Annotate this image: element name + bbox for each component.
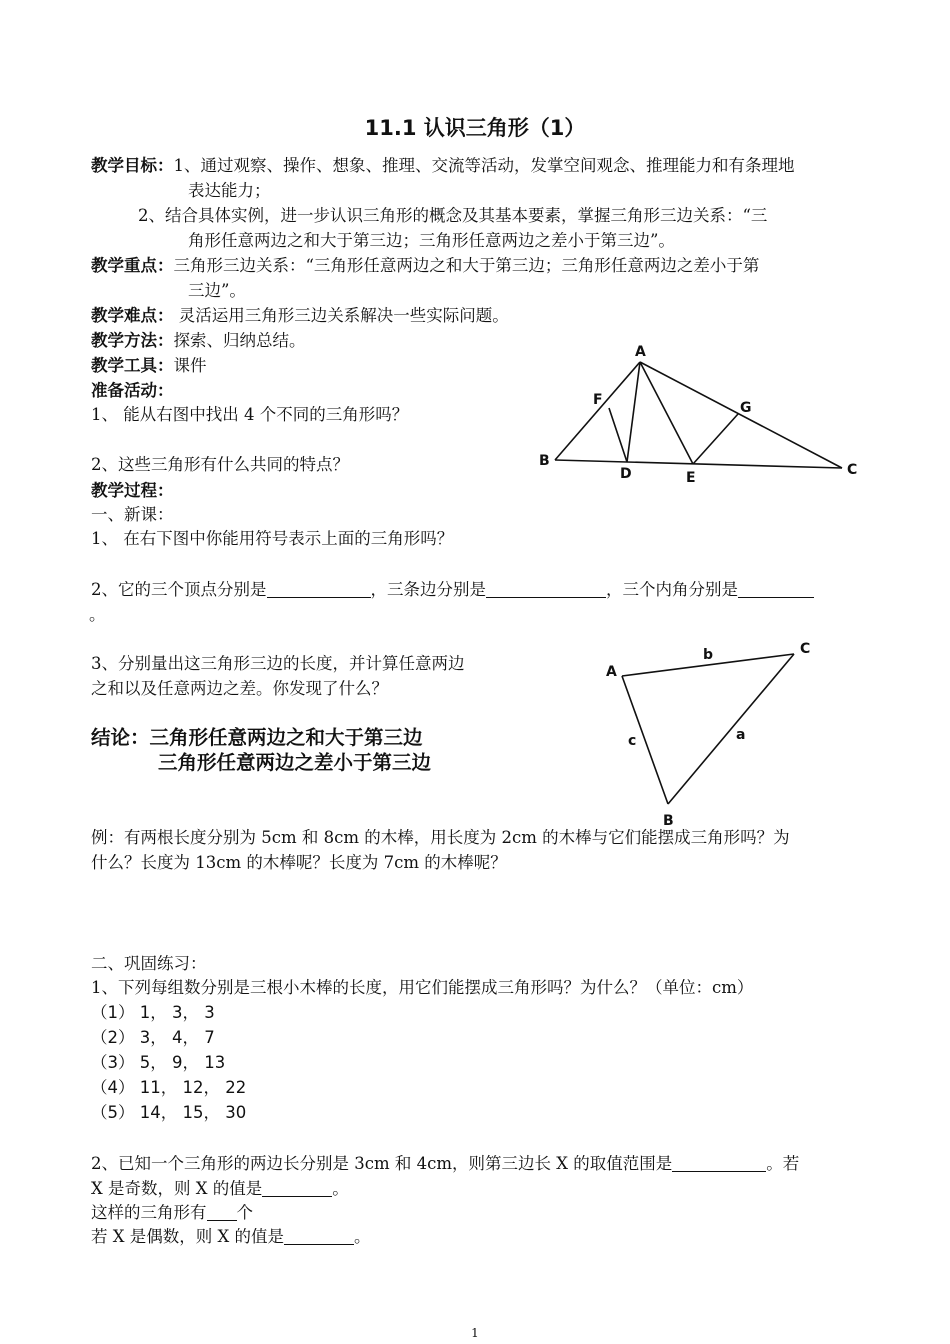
example-line1: 例：有两根长度分别为 5cm 和 8cm 的木棒，用长度为 2cm 的木棒与它们能摆成三角形吗？为 [91,828,790,847]
q2-part-c: ，三个内角分别是 [606,580,738,599]
tools-line [91,352,207,376]
fig2-label-a-vertex: A [606,664,617,680]
q2-range-text: 2、已知一个三角形的两边长分别是 3cm 和 4cm，则第三边长 X 的取值范围是 [91,1154,673,1173]
fig1-label-g: G [740,400,752,416]
fig2-label-b-vertex: B [663,813,674,827]
goals-text-1a: 1、通过观察、操作、想象、推理、交流等活动，发掌空间观念、推理能力和有条理地 [173,156,795,175]
difficulty-label: 教学难点： [91,306,174,325]
tools-text: 课件 [173,356,207,375]
process-q1: 1、 在右下图中你能用符号表示上面的三角形吗？ [91,529,454,548]
q2-part-b: ，三条边分别是 [370,580,486,599]
goals-line1 [91,152,795,176]
key-text-b: 三边”。 [188,281,246,300]
conclusion-label: 结论： [91,726,150,749]
tools-label: 教学工具： [91,356,174,375]
q2-end: 。 [89,605,106,624]
fig1-label-f: F [593,392,603,408]
blank-vertices[interactable] [267,581,371,599]
section-practice: 二、巩固练习： [91,954,207,973]
practice-q1: 1、下列每组数分别是三根小木棒的长度，用它们能摆成三角形吗？为什么？（单位：cm） [91,978,754,997]
page-title: 11.1 认识三角形（1） [364,116,586,140]
process-q3a: 3、分别量出这三角形三边的长度，并计算任意两边 [91,654,465,673]
practice-item: （1） 1， 3， 3 [91,1003,215,1022]
practice-item: （5） 14， 15， 30 [91,1103,247,1122]
q2-even-text: 若 X 是偶数，则 X 的值是 [91,1227,284,1246]
goals-text-1b: 表达能力； [188,181,271,200]
triangle-figure-1 [530,335,870,495]
fig1-label-d: D [620,466,632,482]
difficulty-text: 灵活运用三角形三边关系解决一些实际问题。 [173,306,509,325]
prep-label: 准备活动： [91,381,174,400]
fig1-label-a: A [635,344,646,360]
blank-angles[interactable] [738,581,814,599]
process-q2 [91,576,814,600]
method-label: 教学方法： [91,331,174,350]
q2-part-a: 2、它的三个顶点分别是 [91,580,267,599]
q2-if-text: 。若 [766,1154,800,1173]
example-line2: 什么？长度为 13cm 的木棒呢？长度为 7cm 的木棒呢？ [91,853,507,872]
prep-q1: 1、 能从右图中找出 4 个不同的三角形吗？ [91,405,409,424]
practice-item: （2） 3， 4， 7 [91,1028,215,1047]
triangle-figure-2 [596,637,826,827]
conclusion-text-2: 三角形任意两边之差小于第三边 [158,751,432,774]
q2-period: 。 [332,1179,349,1198]
q2-period: 。 [353,1227,371,1246]
key-label: 教学重点： [91,256,174,275]
method-line [91,327,306,351]
practice-item: （3） 5， 9， 13 [91,1053,226,1072]
practice-q2-line2 [91,1175,349,1199]
fig1-label-b: B [539,453,550,469]
practice-q2-line1 [91,1150,799,1174]
fig2-label-c-vertex: C [800,641,811,657]
process-q3b: 之和以及任意两边之差。你发现了什么？ [91,679,388,698]
fig2-label-side-a: a [736,727,746,743]
blank-odd-value[interactable] [262,1180,332,1198]
q2-odd-text: X 是奇数，则 X 的值是 [91,1179,263,1198]
q2-unit: 个 [236,1203,253,1222]
blank-even-value[interactable] [284,1228,354,1246]
blank-count[interactable] [207,1204,237,1222]
prep-q2: 2、这些三角形有什么共同的特点？ [91,455,349,474]
key-text-a: 三角形三边关系：“三角形任意两边之和大于第三边；三角形任意两边之差小于第 [173,256,760,275]
fig1-label-c: C [847,462,858,478]
fig1-label-e: E [686,470,696,486]
conclusion-line1 [91,722,423,750]
key-line1 [91,252,759,276]
fig2-label-side-b: b [703,647,714,663]
goals-label: 教学目标： [91,156,174,175]
q2-count-text: 这样的三角形有 [91,1203,207,1222]
goals-text-2a: 2、结合具体实例，进一步认识三角形的概念及其基本要素，掌握三角形三边关系：“三 [138,206,768,225]
conclusion-text-1: 三角形任意两边之和大于第三边 [149,726,423,749]
difficulty-line [91,302,509,326]
fig2-label-side-c: c [628,733,637,749]
practice-q2-line4 [91,1223,370,1247]
blank-sides[interactable] [486,581,606,599]
blank-range[interactable] [672,1155,766,1173]
page-number: 1 [471,1326,479,1340]
method-text: 探索、归纳总结。 [173,331,306,350]
process-label: 教学过程： [91,481,174,500]
practice-item: （4） 11， 12， 22 [91,1078,247,1097]
goals-text-2b: 角形任意两边之和大于第三边；三角形任意两边之差小于第三边”。 [188,231,675,250]
practice-q2-line3 [91,1199,253,1223]
section-new-lesson: 一、新课： [91,505,174,524]
